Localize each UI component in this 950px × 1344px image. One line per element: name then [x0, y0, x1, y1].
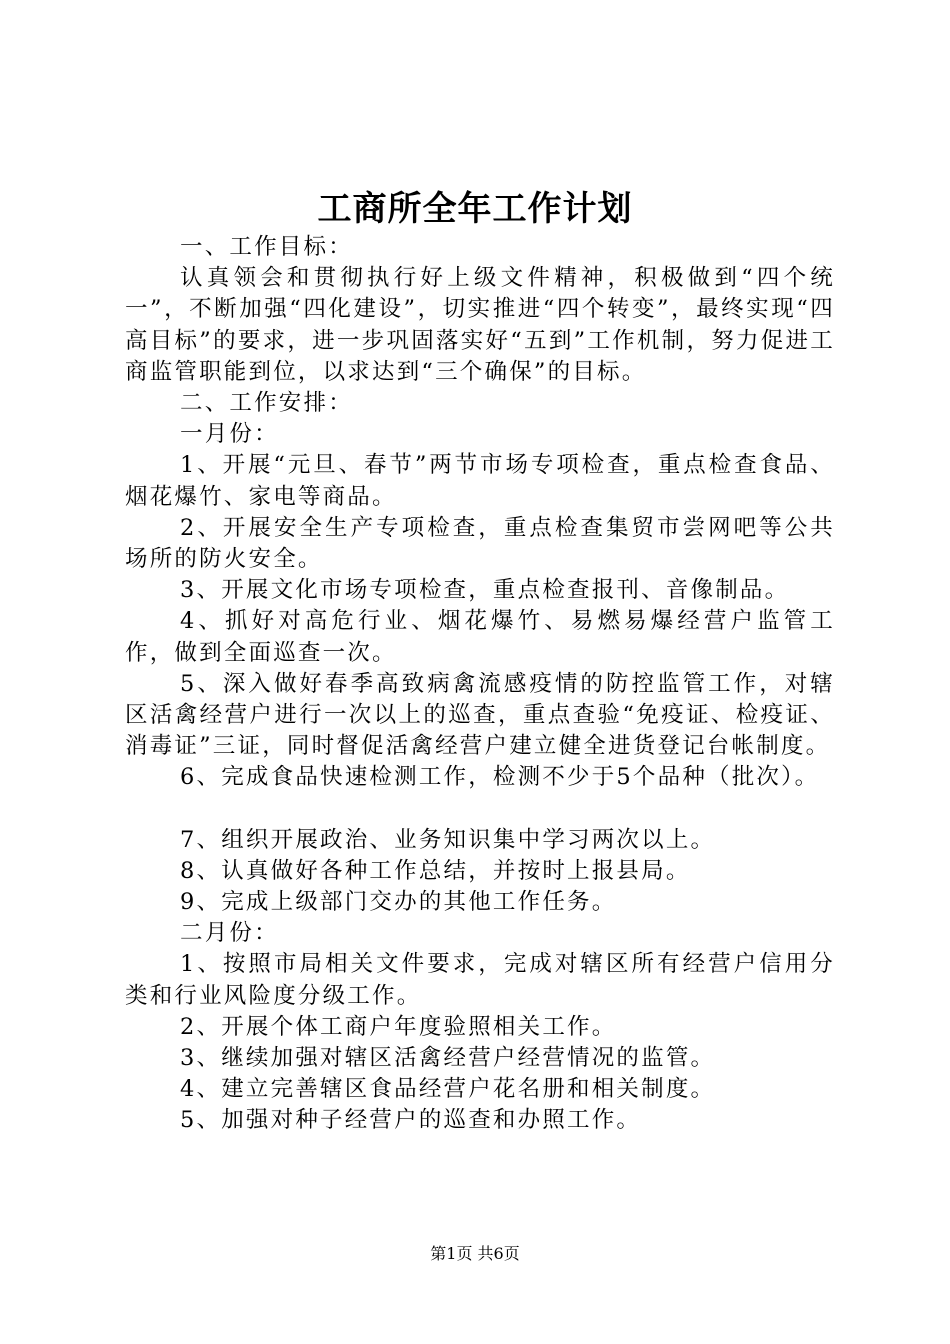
section-heading-arrangement: 二、工作安排： [180, 390, 353, 417]
document-body [125, 232, 835, 1137]
goals-paragraph: 认真领会和贯彻执行好上级文件精神，积极做到“四个统一”，不断加强“四化建设”，切实推进“四个转变”，最终实现“四高目标”的要求，进一步巩固落实好“五到”工作机制，努力促进工商监管职能到位，以求达到“三个确保”的目标。 [125, 265, 835, 385]
january-item-4: 4、抓好对高危行业、烟花爆竹、易燃易爆经营户监管工作，做到全面巡查一次。 [125, 608, 835, 666]
january-item-8: 8、认真做好各种工作总结，并按时上报县局。 [180, 857, 691, 884]
month-heading-january: 一月份： [180, 421, 279, 448]
january-item-5: 5、深入做好春季高致病禽流感疫情的防控监管工作，对辖区活禽经营户进行一次以上的巡查，重点查验“免疫证、检疫证、消毒证”三证，同时督促活禽经营户建立健全进货登记台帐制度。 [125, 670, 835, 760]
january-item-1: 1、开展“元旦、春节”两节市场专项检查，重点检查食品、烟花爆竹、家电等商品。 [125, 452, 835, 510]
january-item-2: 2、开展安全生产专项检查，重点检查集贸市尝网吧等公共场所的防火安全。 [125, 514, 835, 573]
february-item-5: 5、加强对种子经营户的巡查和办照工作。 [180, 1107, 642, 1134]
february-item-3: 3、继续加强对辖区活禽经营户经营情况的监管。 [180, 1045, 716, 1072]
section-heading-goals: 一、工作目标： [180, 234, 353, 260]
january-item-6: 6、完成食品快速检测工作，检测不少于5个品种（批次）。 [180, 764, 820, 791]
january-item-9: 9、完成上级部门交办的其他工作任务。 [180, 889, 617, 916]
document-title: 工商所全年工作计划 [317, 189, 633, 229]
february-item-4: 4、建立完善辖区食品经营户花名册和相关制度。 [180, 1076, 716, 1103]
month-heading-february: 二月份： [180, 920, 279, 947]
page-footer: 第1页 共6页 [430, 1244, 520, 1263]
february-item-2: 2、开展个体工商户年度验照相关工作。 [180, 1013, 617, 1040]
january-item-7: 7、组织开展政治、业务知识集中学习两次以上。 [180, 826, 716, 853]
february-item-1: 1、按照市局相关文件要求，完成对辖区所有经营户信用分类和行业风险度分级工作。 [125, 951, 835, 1009]
january-item-3: 3、开展文化市场专项检查，重点检查报刊、音像制品。 [180, 577, 790, 604]
